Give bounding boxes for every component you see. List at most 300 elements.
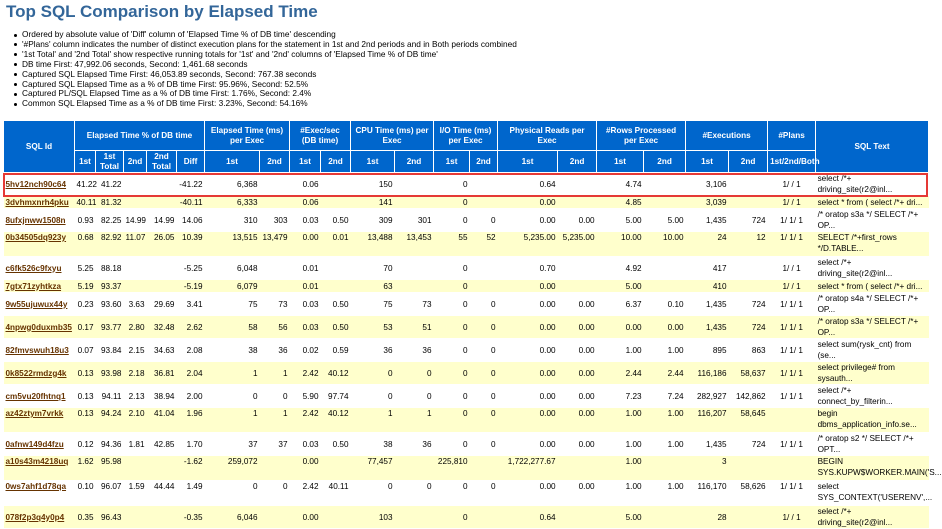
sql-id-cell [4, 433, 75, 456]
table-cell: 96.07 [96, 481, 124, 506]
table-cell [395, 280, 434, 293]
table-cell: 863 [729, 339, 768, 362]
table-cell: 1,435 [686, 209, 729, 232]
sql-id-link[interactable]: az42ztym7vrkk [5, 409, 64, 418]
table-cell: 1 [205, 408, 260, 433]
table-cell: 37 [260, 433, 290, 456]
sql-id-link[interactable]: 0afnw149d4fzu [5, 439, 64, 449]
table-cell: 303 [260, 209, 290, 232]
table-cell [147, 456, 177, 481]
top-sql-table [3, 120, 942, 529]
table-cell: 94.36 [96, 433, 124, 456]
table-cell: 0 [260, 385, 290, 408]
table-row [4, 196, 929, 209]
table-cell: 1.00 [597, 481, 644, 506]
note-item: Ordered by absolute value of 'Diff' column of 'Elapsed Time % of DB time' descending [13, 30, 517, 40]
table-cell: 724 [729, 209, 768, 232]
col-diff: Diff [177, 151, 205, 173]
table-cell [260, 257, 290, 280]
table-cell: 5.00 [597, 506, 644, 529]
table-cell [558, 196, 597, 209]
table-cell: 1/ 1/ 1 [768, 362, 816, 385]
col-group-executions: #Executions [686, 121, 768, 151]
table-cell [558, 506, 597, 529]
table-cell [470, 280, 498, 293]
table-cell: 2.44 [597, 362, 644, 385]
sql-id-cell [4, 456, 75, 481]
table-cell: 0.50 [321, 209, 351, 232]
table-cell: 0 [395, 385, 434, 408]
table-cell: 0.17 [75, 316, 96, 339]
table-cell: 32.48 [147, 316, 177, 339]
table-cell: 0 [434, 506, 470, 529]
sql-text-cell: select sum(rysk_cnt) from (se... [816, 339, 929, 362]
table-cell: 1 [205, 362, 260, 385]
table-cell: 0 [434, 362, 470, 385]
table-row [4, 385, 929, 408]
table-cell: 0 [434, 280, 470, 293]
table-cell [644, 456, 686, 481]
sql-text-cell: /* oratop s3a */ SELECT /*+ OP... [816, 209, 929, 232]
table-cell: 2.04 [177, 362, 205, 385]
table-cell: 0.00 [290, 456, 321, 481]
table-cell: 0.00 [597, 316, 644, 339]
table-cell: 75 [351, 293, 395, 316]
table-cell: 0 [434, 385, 470, 408]
sql-id-link[interactable]: 5hv12nch90c64 [5, 179, 67, 189]
col-1st: 1st [75, 151, 96, 173]
sql-id-link[interactable]: 3dvhmxnrh4pku [5, 197, 69, 207]
table-cell: 282,927 [686, 385, 729, 408]
table-cell: 36 [351, 339, 395, 362]
table-cell: 38.94 [147, 385, 177, 408]
table-cell: 13,515 [205, 232, 260, 257]
table-cell: 0 [470, 339, 498, 362]
table-cell: 94.24 [96, 408, 124, 433]
table-cell: 0 [434, 481, 470, 506]
table-cell [260, 196, 290, 209]
table-cell: 36 [395, 433, 434, 456]
table-cell: 1.00 [644, 339, 686, 362]
table-cell: 1/ / 1 [768, 280, 816, 293]
col-1st: 1st [597, 151, 644, 173]
table-cell: 1.00 [597, 408, 644, 433]
table-row [4, 293, 929, 316]
table-cell: 417 [686, 257, 729, 280]
table-cell: 2.08 [177, 339, 205, 362]
table-cell: 1.81 [124, 433, 147, 456]
note-item: Captured SQL Elapsed Time as a % of DB time First: 95.96%, Second: 52.5% [13, 80, 517, 90]
table-cell: 28 [686, 506, 729, 529]
table-cell: 42.85 [147, 433, 177, 456]
table-cell [124, 506, 147, 529]
table-cell [644, 173, 686, 196]
table-cell: 0.10 [75, 481, 96, 506]
table-cell: 0.00 [498, 316, 558, 339]
table-cell: 40.12 [321, 362, 351, 385]
table-cell: 77,457 [351, 456, 395, 481]
table-cell: 4.85 [597, 196, 644, 209]
table-cell: 3 [686, 456, 729, 481]
table-cell: 58,626 [729, 481, 768, 506]
table-cell: 96.43 [96, 506, 124, 529]
table-cell: 0.23 [75, 293, 96, 316]
sql-id-link[interactable]: 0ws7ahf1d78qa [5, 482, 67, 491]
table-cell: 724 [729, 293, 768, 316]
table-cell: 1 [260, 362, 290, 385]
table-cell: 2.42 [290, 362, 321, 385]
table-cell: 0 [470, 362, 498, 385]
col-1st-total: 1st Total [96, 151, 124, 173]
table-cell: 0 [351, 385, 395, 408]
table-cell: 0.59 [321, 339, 351, 362]
table-cell [395, 196, 434, 209]
table-cell [321, 280, 351, 293]
table-cell: 0 [434, 316, 470, 339]
col-group-cpu: CPU Time (ms) per Exec [351, 121, 434, 151]
table-cell: 0 [260, 481, 290, 506]
table-cell [729, 456, 768, 481]
table-cell: 1,435 [686, 316, 729, 339]
table-cell: 0.00 [558, 408, 597, 433]
sql-text-cell: select * from ( select /*+ dri... [816, 196, 929, 209]
table-cell: 0.06 [290, 173, 321, 196]
table-cell: 1,435 [686, 433, 729, 456]
table-cell: 0.00 [558, 339, 597, 362]
table-cell: 0 [434, 339, 470, 362]
table-cell: 1/ / 1 [768, 506, 816, 529]
table-cell: 52 [470, 232, 498, 257]
table-cell: 0.03 [290, 293, 321, 316]
table-cell [470, 456, 498, 481]
table-cell: 1.49 [177, 481, 205, 506]
table-cell [124, 280, 147, 293]
table-cell [644, 196, 686, 209]
sql-id-cell [4, 481, 75, 506]
table-cell: 0.03 [290, 433, 321, 456]
col-group-rows-processed: #Rows Processed per Exec [597, 121, 686, 151]
table-cell: 3.41 [177, 293, 205, 316]
table-cell: 0 [205, 385, 260, 408]
table-cell [260, 506, 290, 529]
table-cell [558, 456, 597, 481]
col-1st: 1st [686, 151, 729, 173]
sql-id-cell [4, 362, 75, 385]
col-2nd: 2nd [321, 151, 351, 173]
table-cell: 5.00 [597, 209, 644, 232]
table-cell [321, 196, 351, 209]
table-cell: 94.11 [96, 385, 124, 408]
table-cell [395, 173, 434, 196]
sql-id-cell [4, 293, 75, 316]
table-cell: 0.00 [558, 362, 597, 385]
table-cell: 11.07 [124, 232, 147, 257]
note-item: DB time First: 47,992.06 seconds, Second: 1,461.68 seconds [13, 60, 517, 70]
table-cell: 93.60 [96, 293, 124, 316]
table-cell: 5.25 [75, 257, 96, 280]
table-cell: -1.62 [177, 456, 205, 481]
table-cell [644, 280, 686, 293]
table-cell: 0.00 [558, 385, 597, 408]
table-cell: 36 [395, 339, 434, 362]
table-cell: 259,072 [205, 456, 260, 481]
col-group-elapsed-ms: Elapsed Time (ms) per Exec [205, 121, 290, 151]
table-cell: 1 [395, 408, 434, 433]
col-1st: 1st [351, 151, 395, 173]
table-cell: 1.00 [597, 456, 644, 481]
table-cell: 310 [205, 209, 260, 232]
table-cell: 29.69 [147, 293, 177, 316]
table-cell: 14.99 [147, 209, 177, 232]
table-cell: 5,235.00 [498, 232, 558, 257]
table-cell: 1.96 [177, 408, 205, 433]
table-cell: 53 [351, 316, 395, 339]
table-cell: 0.64 [498, 506, 558, 529]
sql-id-link[interactable]: cm5vu20fhtnq1 [5, 391, 66, 401]
sql-id-link[interactable]: 7gtx71zyhtkza [5, 281, 62, 291]
table-cell [470, 506, 498, 529]
table-cell: 63 [351, 280, 395, 293]
table-cell [644, 506, 686, 529]
sql-text-cell: select * from ( select /*+ dri... [816, 280, 929, 293]
table-cell [321, 173, 351, 196]
table-cell: 2.00 [177, 385, 205, 408]
table-cell: 1.62 [75, 456, 96, 481]
col-1st-2nd-both: 1st/2nd/Both [768, 151, 816, 173]
table-cell: 38 [205, 339, 260, 362]
table-cell [395, 257, 434, 280]
col-2nd: 2nd [395, 151, 434, 173]
table-cell: -0.35 [177, 506, 205, 529]
table-cell: 36.81 [147, 362, 177, 385]
table-cell: 116,207 [686, 408, 729, 433]
table-cell: 0 [470, 385, 498, 408]
table-cell [395, 506, 434, 529]
table-cell: 0.93 [75, 209, 96, 232]
table-cell: 0.00 [290, 232, 321, 257]
table-cell [321, 257, 351, 280]
table-cell: 0.70 [498, 257, 558, 280]
table-cell: 0 [395, 481, 434, 506]
table-cell: 225,810 [434, 456, 470, 481]
table-cell: 13,488 [351, 232, 395, 257]
sql-id-cell [4, 385, 75, 408]
sql-id-link[interactable]: a10s43m4218uq [5, 457, 69, 466]
table-row [4, 232, 929, 257]
table-cell: 6,046 [205, 506, 260, 529]
table-row [4, 209, 929, 232]
sql-text-cell: select /*+ driving_site(r2@inl... [816, 506, 929, 529]
table-cell: 2.44 [644, 362, 686, 385]
table-cell: 55 [434, 232, 470, 257]
table-cell: 0 [470, 481, 498, 506]
table-cell: 301 [395, 209, 434, 232]
sql-id-link[interactable]: 8ufxjnww1508n [5, 215, 66, 225]
sql-id-cell [4, 196, 75, 209]
table-cell: 116,170 [686, 481, 729, 506]
sql-id-link[interactable]: c6fk526c9fxyu [5, 263, 62, 273]
sql-text-cell: select privilege# from sysauth... [816, 362, 929, 385]
table-cell: 0.00 [498, 339, 558, 362]
table-cell: -5.19 [177, 280, 205, 293]
table-cell: -40.11 [177, 196, 205, 209]
table-cell: 0.00 [498, 385, 558, 408]
table-cell: 2.13 [124, 385, 147, 408]
table-cell: 4.92 [597, 257, 644, 280]
table-cell: 1.00 [644, 433, 686, 456]
table-cell: 1/ 1/ 1 [768, 232, 816, 257]
table-cell: 82.25 [96, 209, 124, 232]
table-cell: 10.00 [597, 232, 644, 257]
table-cell [260, 173, 290, 196]
table-cell: 0 [434, 293, 470, 316]
table-cell [729, 506, 768, 529]
page-title: Top SQL Comparison by Elapsed Time [6, 2, 318, 21]
table-cell: 1.00 [597, 433, 644, 456]
table-cell: 0.06 [290, 196, 321, 209]
table-cell: 70 [351, 257, 395, 280]
table-cell: 142,862 [729, 385, 768, 408]
table-cell: 0 [395, 362, 434, 385]
table-cell: 1 [260, 408, 290, 433]
table-cell: 2.15 [124, 339, 147, 362]
sql-id-link[interactable]: 4npwg0duxmb35 [5, 322, 72, 332]
col-group-io: I/O Time (ms) per Exec [434, 121, 498, 151]
table-cell: -41.22 [177, 173, 205, 196]
table-cell: 40.12 [321, 408, 351, 433]
table-cell: 12 [729, 232, 768, 257]
sql-id-cell [4, 408, 75, 433]
table-cell: 5.00 [597, 280, 644, 293]
table-cell [768, 456, 816, 481]
col-1st: 1st [434, 151, 470, 173]
sql-id-link[interactable]: 82fmvswuh18u3 [5, 345, 69, 355]
sql-id-link[interactable]: 0k8522rmdzg4k [5, 368, 67, 378]
table-cell: 0 [205, 481, 260, 506]
col-1st: 1st [498, 151, 558, 173]
table-cell [147, 196, 177, 209]
table-cell [558, 280, 597, 293]
note-item: Captured SQL Elapsed Time First: 46,053.89 seconds, Second: 767.38 seconds [13, 70, 517, 80]
table-cell [644, 257, 686, 280]
table-cell: 3,106 [686, 173, 729, 196]
table-cell: 10.00 [644, 232, 686, 257]
table-cell [729, 173, 768, 196]
sql-id-cell [4, 209, 75, 232]
table-cell: 38 [351, 433, 395, 456]
table-cell: 0.12 [75, 433, 96, 456]
col-group-exec-sec: #Exec/sec (DB time) [290, 121, 351, 151]
table-cell: 0.00 [290, 506, 321, 529]
table-cell: 1,435 [686, 293, 729, 316]
table-cell [124, 173, 147, 196]
table-row [4, 362, 929, 385]
table-cell [124, 257, 147, 280]
table-cell: 6.37 [597, 293, 644, 316]
table-cell: 1/ 1/ 1 [768, 209, 816, 232]
table-cell: 0.00 [558, 316, 597, 339]
table-cell: 81.32 [96, 196, 124, 209]
table-cell: 895 [686, 339, 729, 362]
table-cell: 0.00 [498, 481, 558, 506]
table-cell: 40.11 [321, 481, 351, 506]
table-cell: 0.00 [644, 316, 686, 339]
table-cell: 56 [260, 316, 290, 339]
sql-text-cell: begin dbms_application_info.se... [816, 408, 929, 433]
table-cell: 0.50 [321, 293, 351, 316]
sql-id-cell [4, 173, 75, 196]
table-cell: 5.19 [75, 280, 96, 293]
table-cell: 1 [351, 408, 395, 433]
table-cell: 0.13 [75, 362, 96, 385]
table-row [4, 316, 929, 339]
table-cell: 13,479 [260, 232, 290, 257]
col-2nd: 2nd [644, 151, 686, 173]
table-cell: 6,048 [205, 257, 260, 280]
table-cell: 40.11 [76, 197, 97, 207]
sql-text-cell: /* oratop s3a */ SELECT /*+ OP... [816, 316, 929, 339]
table-cell: 37 [205, 433, 260, 456]
table-cell [768, 408, 816, 433]
table-cell: 0.00 [558, 481, 597, 506]
sql-id-cell [4, 506, 75, 529]
table-body [4, 173, 942, 529]
table-cell: 0.10 [644, 293, 686, 316]
table-cell: 1,722,277.67 [498, 456, 558, 481]
table-cell: 0 [470, 408, 498, 433]
col-2nd: 2nd [124, 151, 147, 173]
sql-id-cell [4, 257, 75, 280]
sql-text-cell: select /*+ connect_by_filterin... [816, 385, 929, 408]
table-cell: 93.37 [96, 280, 124, 293]
table-cell: 7.24 [644, 385, 686, 408]
table-cell: 0 [434, 257, 470, 280]
table-cell: 0 [470, 209, 498, 232]
table-cell: 93.77 [96, 316, 124, 339]
table-cell [321, 506, 351, 529]
table-cell: 2.80 [124, 316, 147, 339]
table-cell: 0.50 [321, 316, 351, 339]
table-cell: 2.42 [290, 408, 321, 433]
table-cell [470, 257, 498, 280]
col-1st: 1st [290, 151, 321, 173]
table-cell: 0 [434, 433, 470, 456]
table-cell: 0 [434, 408, 470, 433]
table-cell: 1/ / 1 [768, 173, 816, 196]
col-group-phys-reads: Physical Reads per Exec [498, 121, 597, 151]
table-cell: 309 [351, 209, 395, 232]
table-cell: 0 [434, 196, 470, 209]
sql-id-link[interactable]: 0b34505dq923y [5, 233, 67, 242]
table-row [4, 481, 929, 506]
sql-text-cell: select SYS_CONTEXT('USERENV',... [816, 481, 929, 506]
table-row [4, 173, 929, 196]
table-cell: 0.02 [290, 339, 321, 362]
table-cell: 41.04 [147, 408, 177, 433]
col-2nd: 2nd [470, 151, 498, 173]
note-item: '#Plans' column indicates the number of distinct execution plans for the statement in 1st and 2nd periods and in Both periods combined [13, 40, 517, 50]
table-cell: 2.10 [124, 408, 147, 433]
table-cell [558, 257, 597, 280]
table-cell [260, 280, 290, 293]
table-cell: 13,453 [395, 232, 434, 257]
table-cell: 1/ 1/ 1 [768, 293, 816, 316]
table-cell [470, 196, 498, 209]
table-cell: 10.39 [177, 232, 205, 257]
note-item: Common SQL Elapsed Time as a % of DB time First: 3.23%, Second: 54.16% [13, 99, 517, 109]
sql-id-link[interactable]: 9w55ujuwux44y [5, 299, 68, 309]
sql-id-link[interactable]: 078f2p3q4y0p4 [5, 512, 65, 522]
